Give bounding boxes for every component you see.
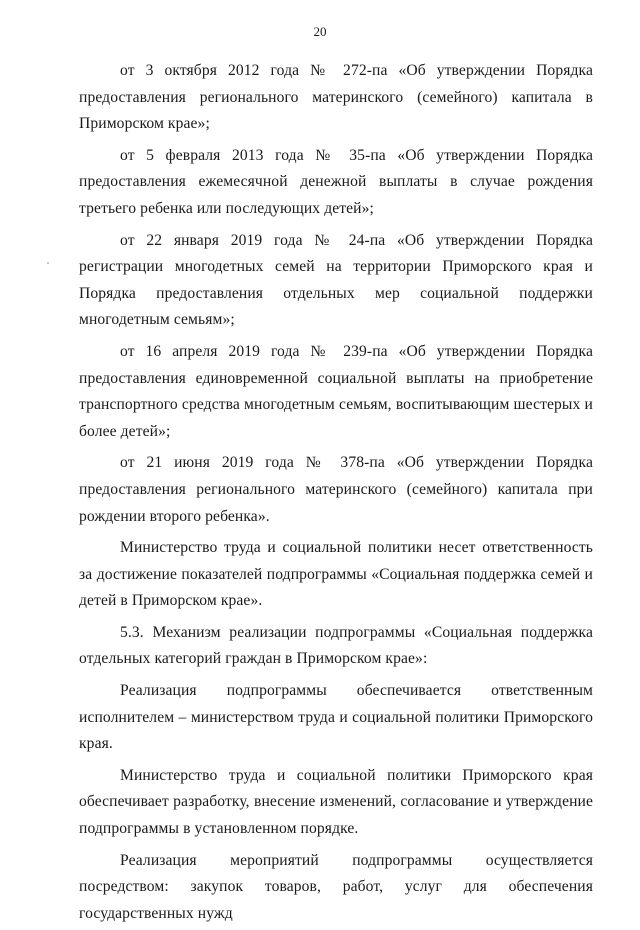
page-number: 20	[313, 24, 327, 39]
paragraph-decree-35: от 5 февраля 2013 года № 35-па «Об утверждении Порядка предоставления ежемесячной денежной выплаты в случае рождения третьего ребенка или последующих детей»;	[79, 146, 593, 217]
paragraph-decree-272: от 3 октября 2012 года № 272-па «Об утверждении Порядка предоставления регионального материнского (семейного) капитала в Приморском крае»;	[79, 62, 593, 133]
paragraph-responsible-executor: Реализация подпрограммы обеспечивается ответственным исполнителем – министерством труда и социальной политики Приморского края.	[79, 682, 593, 753]
paragraph-implementation-means: Реализация мероприятий подпрограммы осуществляется посредством: закупок товаров, работ, услуг для обеспечения государственных нужд	[79, 851, 593, 922]
paragraph-decree-378: от 21 июня 2019 года № 378-па «Об утверждении Порядка предоставления регионального материнского (семейного) капитала при рождении второго ребенка».	[79, 454, 593, 525]
document-body	[79, 58, 593, 930]
scan-mark	[47, 262, 49, 264]
paragraph-ministry-duties: Министерство труда и социальной политики Приморского края обеспечивает разработку, внесение изменений, согласование и утверждение подпрограммы в установленном порядке.	[79, 766, 593, 838]
paragraph-decree-24: от 22 января 2019 года № 24-па «Об утверждении Порядка регистрации многодетных семей на территории Приморского края и Порядка предоставления отдельных мер социальной поддержки многодетным семьям»;	[79, 231, 593, 329]
paragraph-decree-239: от 16 апреля 2019 года № 239-па «Об утверждении Порядка предоставления единовременной социальной выплаты на приобретение транспортного средства многодетным семьям, воспитывающим шестерых и более детей»;	[79, 342, 593, 440]
paragraph-ministry-responsibility: Министерство труда и социальной политики несет ответственность за достижение показателей подпрограммы «Социальная поддержка семей и детей в Приморском крае».	[79, 539, 593, 610]
paragraph-section-5-3-heading: 5.3. Механизм реализации подпрограммы «Социальная поддержка отдельных категорий граждан в Приморском крае»:	[79, 623, 593, 668]
